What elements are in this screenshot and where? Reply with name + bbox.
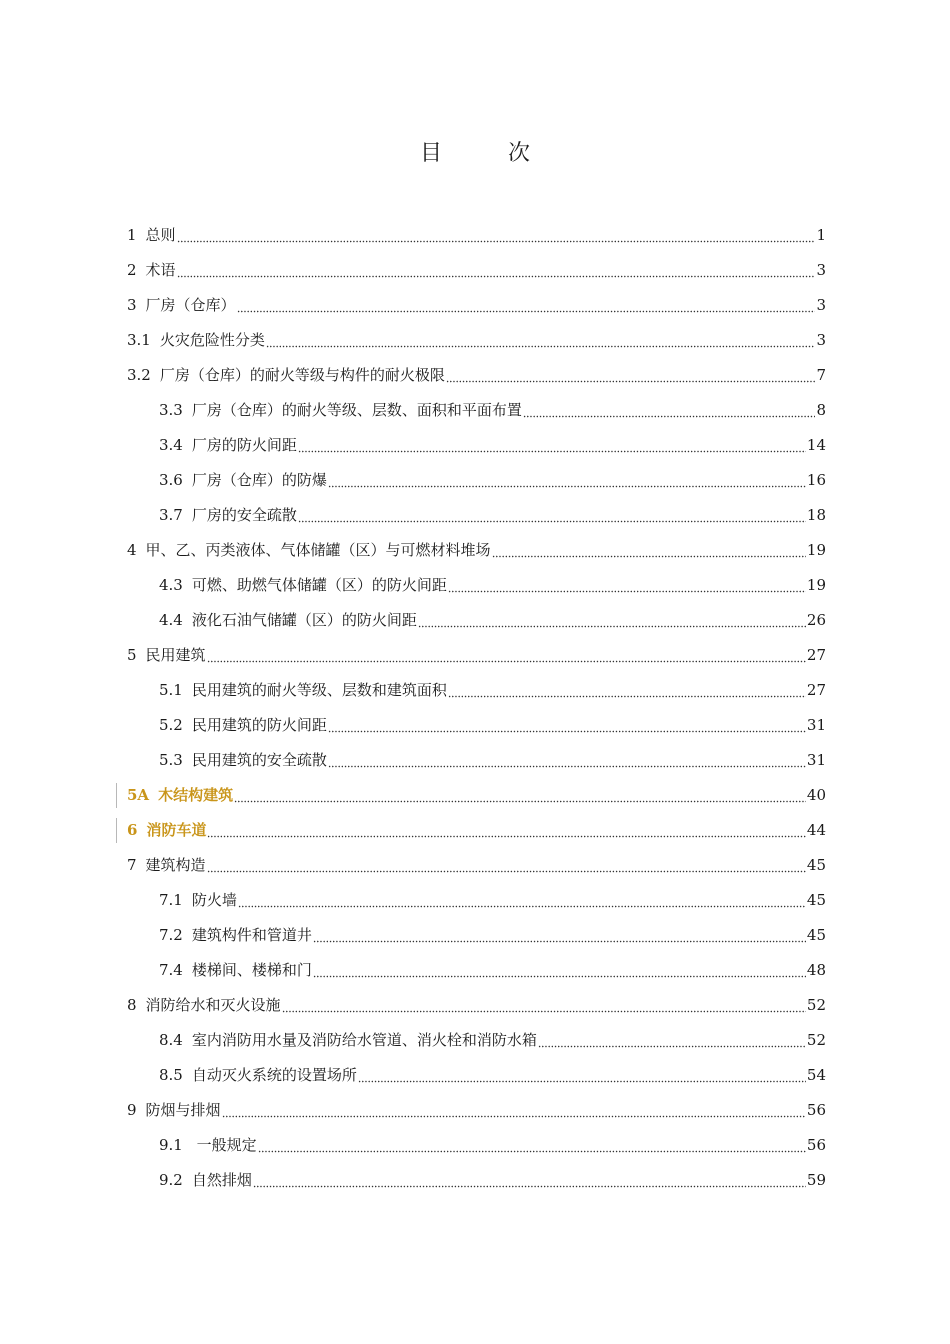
- toc-entry[interactable]: [159, 568, 826, 603]
- toc-dot-leader: [253, 1163, 806, 1198]
- toc-dot-leader: [538, 1023, 806, 1058]
- toc-entry-page: 14: [806, 436, 826, 454]
- revision-change-bar: [116, 818, 117, 843]
- toc-entry-title: 建筑构件和管道井: [191, 926, 312, 944]
- toc-entry-page: 52: [806, 996, 826, 1014]
- toc-entry-number: 9.2: [159, 1171, 183, 1189]
- toc-entry-page: 59: [806, 1171, 826, 1189]
- toc-entry-page: 18: [806, 506, 826, 524]
- toc-dot-leader: [328, 708, 806, 743]
- toc-dot-leader: [313, 953, 806, 988]
- toc-entry-number: 7.1: [159, 891, 183, 909]
- toc-entry-page: 3: [816, 331, 826, 349]
- toc-entry-number: 8: [127, 996, 137, 1014]
- toc-dot-leader: [328, 743, 806, 778]
- toc-dot-leader: [446, 358, 816, 393]
- toc-entry[interactable]: [127, 253, 826, 288]
- toc-dot-leader: [177, 253, 816, 288]
- toc-entry-number: 3: [127, 296, 137, 314]
- toc-entry[interactable]: [159, 743, 826, 778]
- toc-entry-title: 室内消防用水量及消防给水管道、消火栓和消防水箱: [191, 1031, 537, 1049]
- toc-entry-number: 6: [127, 821, 138, 839]
- toc-entry-title: 自动灭火系统的设置场所: [191, 1066, 357, 1084]
- toc-entry-title: 民用建筑的安全疏散: [191, 751, 327, 769]
- toc-dot-leader: [266, 323, 816, 358]
- toc-entry-page: 19: [806, 576, 826, 594]
- toc-dot-leader: [298, 428, 806, 463]
- toc-entry[interactable]: [159, 883, 826, 918]
- toc-dot-leader: [523, 393, 816, 428]
- toc-dot-leader: [207, 848, 806, 883]
- toc-entry-title: 民用建筑的耐火等级、层数和建筑面积: [191, 681, 447, 699]
- toc-entry[interactable]: [159, 498, 826, 533]
- toc-dot-leader: [418, 603, 806, 638]
- toc-entry-number: 3.3: [159, 401, 183, 419]
- toc-entry-page: 56: [806, 1136, 826, 1154]
- toc-entry[interactable]: [159, 1023, 826, 1058]
- toc-entry[interactable]: [127, 988, 826, 1023]
- toc-entry-title: 厂房（仓库）的耐火等级、层数、面积和平面布置: [191, 401, 522, 419]
- toc-entry-page: 3: [816, 296, 826, 314]
- toc-entry-title: 液化石油气储罐（区）的防火间距: [191, 611, 417, 629]
- toc-entry[interactable]: [127, 638, 826, 673]
- toc-entry-number: 1: [127, 226, 137, 244]
- toc-entry[interactable]: [159, 1128, 826, 1163]
- toc-entry-page: 27: [806, 681, 826, 699]
- toc-entry-number: 7.2: [159, 926, 183, 944]
- toc-entry-title: 厂房（仓库）: [145, 296, 236, 314]
- toc-entry-title: 火灾危险性分类: [159, 331, 265, 349]
- toc-entry[interactable]: [127, 218, 826, 253]
- toc-entry-title: 防烟与排烟: [145, 1101, 221, 1119]
- toc-entry[interactable]: [159, 673, 826, 708]
- toc-entry[interactable]: [127, 323, 826, 358]
- toc-dot-leader: [234, 778, 806, 813]
- toc-dot-leader: [207, 638, 806, 673]
- toc-entry-number: 4.3: [159, 576, 183, 594]
- toc-entry-number: 9.1: [159, 1136, 183, 1154]
- toc-dot-leader: [492, 533, 806, 568]
- toc-entry-page: 40: [806, 786, 826, 804]
- toc-entry-page: 45: [806, 856, 826, 874]
- toc-entry-number: 7: [127, 856, 137, 874]
- toc-entry-number: 3.1: [127, 331, 151, 349]
- toc-entry-number: 3.7: [159, 506, 183, 524]
- toc-entry-number: 3.6: [159, 471, 183, 489]
- toc-entry-number: 8.5: [159, 1066, 183, 1084]
- toc-entry[interactable]: [159, 428, 826, 463]
- toc-entry-title: 厂房的安全疏散: [191, 506, 297, 524]
- toc-entry[interactable]: [159, 1163, 826, 1198]
- toc-entry-page: 26: [806, 611, 826, 629]
- toc-entry[interactable]: [159, 1058, 826, 1093]
- toc-entry-number: 5A: [127, 786, 150, 804]
- toc-entry[interactable]: [127, 1093, 826, 1128]
- toc-dot-leader: [313, 918, 806, 953]
- toc-entry-page: 45: [806, 926, 826, 944]
- toc-dot-leader: [177, 218, 816, 253]
- toc-entry[interactable]: [159, 393, 826, 428]
- toc-dot-leader: [238, 883, 806, 918]
- toc-entry-page: 44: [806, 821, 826, 839]
- toc-entry-page: 56: [806, 1101, 826, 1119]
- toc-entry-title: 厂房（仓库）的耐火等级与构件的耐火极限: [159, 366, 445, 384]
- toc-entry-page: 31: [806, 716, 826, 734]
- toc-entry-page: 31: [806, 751, 826, 769]
- toc-entry-number: 7.4: [159, 961, 183, 979]
- toc-entry-title: 一般规定: [191, 1136, 257, 1154]
- toc-entry-number: 5.3: [159, 751, 183, 769]
- toc-entry-number: 5: [127, 646, 137, 664]
- toc-entry[interactable]: [127, 358, 826, 393]
- toc-entry-page: 7: [816, 366, 826, 384]
- toc-dot-leader: [448, 673, 806, 708]
- toc-entry-title: 木结构建筑: [158, 786, 234, 804]
- toc-dot-leader: [258, 1128, 806, 1163]
- toc-dot-leader: [358, 1058, 806, 1093]
- toc-dot-leader: [298, 498, 806, 533]
- toc-entry[interactable]: [159, 708, 826, 743]
- toc-entry-page: 27: [806, 646, 826, 664]
- toc-entry[interactable]: [159, 953, 826, 988]
- toc-entry-title: 厂房（仓库）的防爆: [191, 471, 327, 489]
- toc-dot-leader: [207, 813, 805, 848]
- toc-entry-number: 3.4: [159, 436, 183, 454]
- toc-dot-leader: [448, 568, 806, 603]
- toc-entry-number: 2: [127, 261, 137, 279]
- toc-entry-title: 楼梯间、楼梯和门: [191, 961, 312, 979]
- toc-entry-number: 5.1: [159, 681, 183, 699]
- toc-entry-title: 甲、乙、丙类液体、气体储罐（区）与可燃材料堆场: [145, 541, 491, 559]
- toc-entry-title: 民用建筑: [145, 646, 206, 664]
- toc-entry[interactable]: [159, 603, 826, 638]
- toc-entry[interactable]: [159, 463, 826, 498]
- toc-entry-title: 民用建筑的防火间距: [191, 716, 327, 734]
- toc-entry-page: 48: [806, 961, 826, 979]
- toc-entry-page: 54: [806, 1066, 826, 1084]
- toc-entry-page: 8: [816, 401, 826, 419]
- toc-entry-number: 5.2: [159, 716, 183, 734]
- toc-entry-number: 9: [127, 1101, 137, 1119]
- toc-entry-title: 自然排烟: [191, 1171, 252, 1189]
- toc-entry-page: 52: [806, 1031, 826, 1049]
- toc-entry-page: 16: [806, 471, 826, 489]
- toc-entry-page: 3: [816, 261, 826, 279]
- toc-entry-page: 1: [816, 226, 826, 244]
- toc-entry-number: 4.4: [159, 611, 183, 629]
- toc-entry-title: 消防车道: [146, 821, 207, 839]
- toc-entry[interactable]: [159, 918, 826, 953]
- toc-entry-number: 4: [127, 541, 137, 559]
- toc-entry[interactable]: [127, 533, 826, 568]
- toc-entry-title: 建筑构造: [145, 856, 206, 874]
- toc-entry-title: 厂房的防火间距: [191, 436, 297, 454]
- toc-entry[interactable]: [127, 848, 826, 883]
- toc-dot-leader: [222, 1093, 806, 1128]
- toc-entry-number: 3.2: [127, 366, 151, 384]
- toc-dot-leader: [328, 463, 806, 498]
- toc-entry-title: 消防给水和灭火设施: [145, 996, 281, 1014]
- toc-entry-number: 8.4: [159, 1031, 183, 1049]
- revision-change-bar: [116, 783, 117, 808]
- page-title: 目 次: [419, 141, 552, 166]
- toc-entry-title: 总则: [145, 226, 176, 244]
- toc-entry-title: 术语: [145, 261, 176, 279]
- toc-entry-highlighted[interactable]: [127, 813, 826, 848]
- toc-entry-title: 防火墙: [191, 891, 237, 909]
- toc-entry-title: 可燃、助燃气体储罐（区）的防火间距: [191, 576, 447, 594]
- toc-entry-page: 45: [806, 891, 826, 909]
- toc-dot-leader: [237, 288, 816, 323]
- toc-entry[interactable]: [127, 288, 826, 323]
- toc-dot-leader: [282, 988, 806, 1023]
- toc-entry-highlighted[interactable]: [127, 778, 826, 813]
- toc-entry-page: 19: [806, 541, 826, 559]
